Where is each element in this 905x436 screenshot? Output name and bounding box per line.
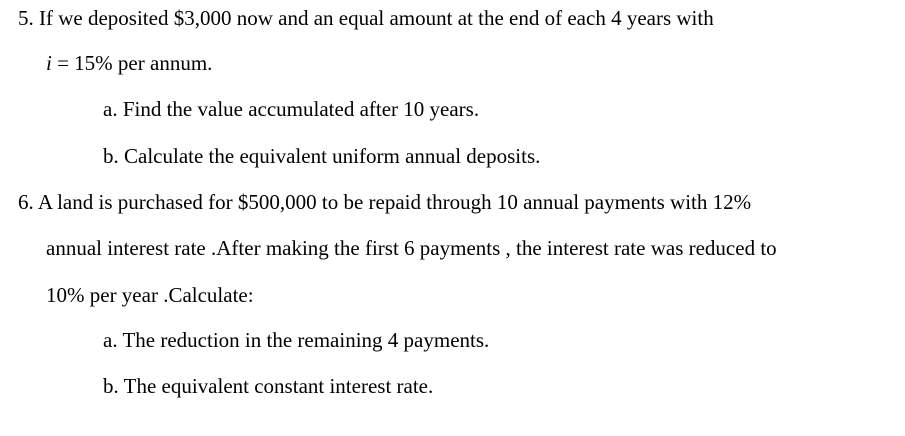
part-text: The reduction in the remaining 4 payments.: [122, 328, 490, 352]
problem-6-line-1: [18, 189, 751, 215]
problem-6-part-a: [103, 327, 489, 353]
part-text: Find the value accumulated after 10 years.: [122, 97, 480, 121]
part-label: a.: [103, 97, 118, 121]
problem-6-number: 6.: [18, 190, 34, 214]
problem-5-part-a: [103, 96, 479, 122]
problem-5-rate: [46, 50, 212, 76]
part-text: Calculate the equivalent uniform annual deposits.: [124, 144, 541, 168]
problem-6-line-3: [46, 282, 254, 308]
problem-5-part-b: [103, 143, 540, 169]
part-label: b.: [103, 374, 119, 398]
part-label: b.: [103, 144, 119, 168]
problem-5-line-1: [18, 5, 714, 31]
problem-6-text-3: 10% per year .Calculate:: [46, 283, 254, 307]
problem-5-number: 5.: [18, 6, 34, 30]
rate-variable: i: [46, 51, 52, 75]
problem-6-text-2: annual interest rate .After making the first 6 payments , the interest rate was reduced to: [46, 236, 777, 260]
problem-6-text: A land is purchased for $500,000 to be repaid through 10 annual payments with 12%: [37, 190, 752, 214]
rate-value-text: = 15% per annum.: [51, 51, 213, 75]
problem-6-part-b: [103, 373, 433, 399]
part-label: a.: [103, 328, 118, 352]
problem-5-text: If we deposited $3,000 now and an equal amount at the end of each 4 years with: [39, 6, 714, 30]
part-text: The equivalent constant interest rate.: [123, 374, 434, 398]
problem-6-line-2: [46, 235, 777, 261]
